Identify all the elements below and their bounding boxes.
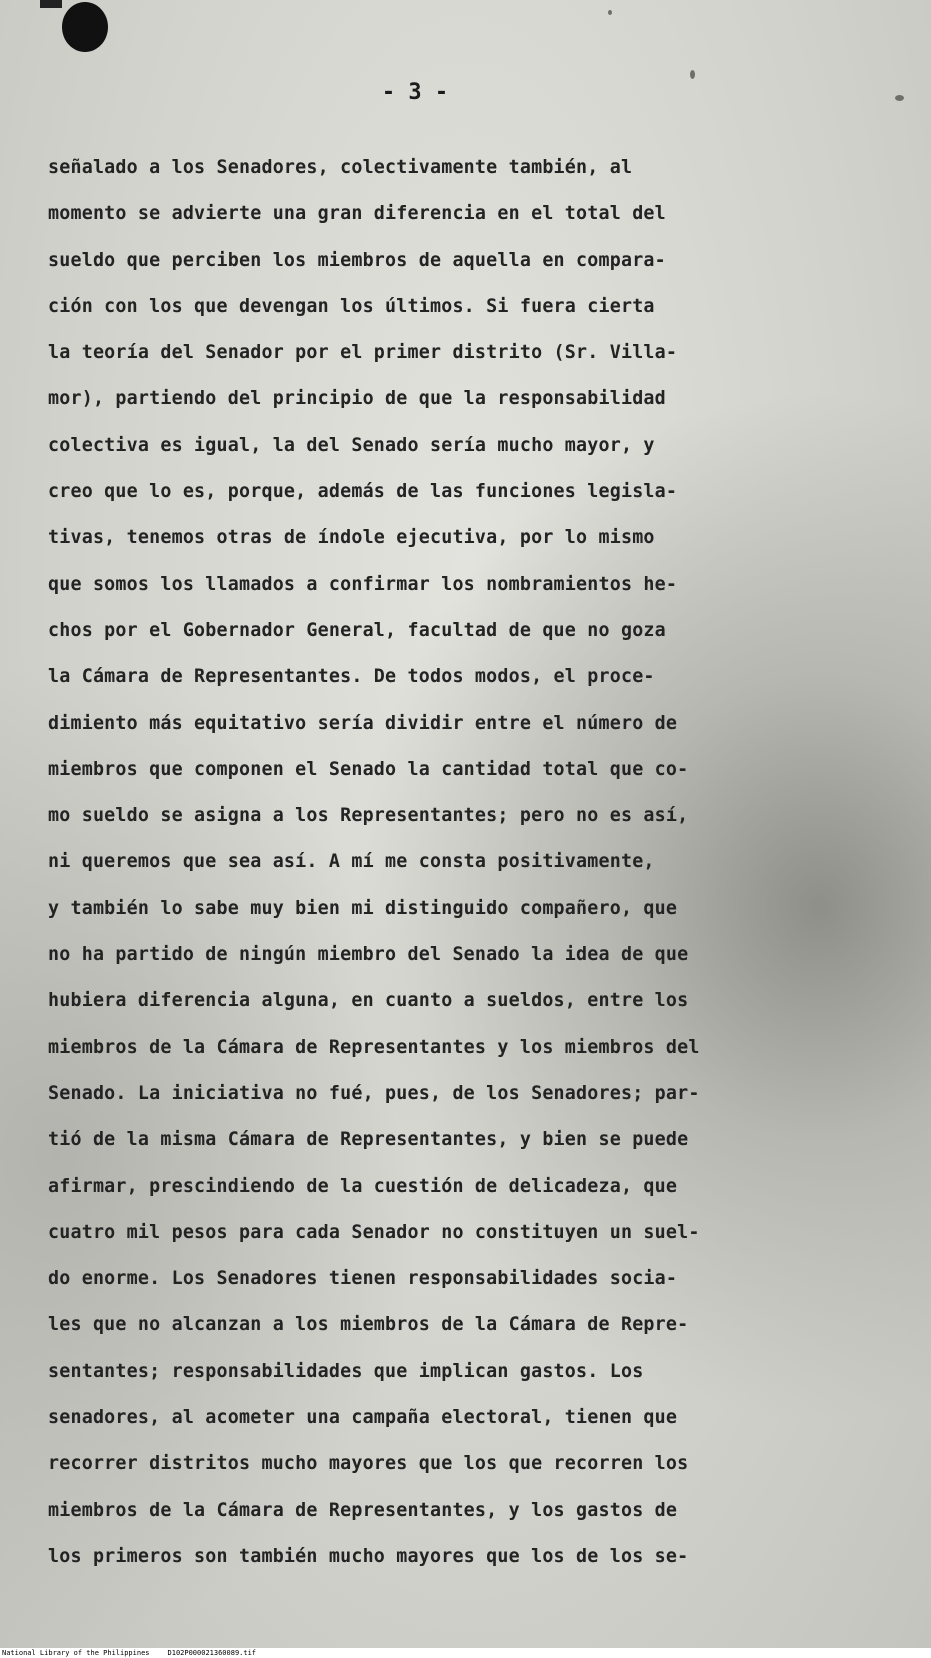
text-line: y también lo sabe muy bien mi distinguido compañero, que bbox=[48, 897, 678, 919]
scan-footer bbox=[0, 1648, 931, 1658]
text-line: cuatro mil pesos para cada Senador no constituyen un suel- bbox=[48, 1221, 700, 1243]
text-line: dimiento más equitativo sería dividir entre el número de bbox=[48, 712, 678, 734]
text-line: mor), partiendo del principio de que la responsabilidad bbox=[48, 388, 666, 410]
text-line: los primeros son también mucho mayores que los de los se- bbox=[48, 1545, 689, 1567]
dust-speck bbox=[690, 70, 695, 79]
text-line: miembros de la Cámara de Representantes y los miembros del bbox=[48, 1036, 700, 1058]
text-line: ni queremos que sea así. A mí me consta positivamente, bbox=[48, 851, 655, 873]
ink-blot bbox=[62, 2, 108, 52]
text-line: que somos los llamados a confirmar los nombramientos he- bbox=[48, 573, 678, 595]
page-number: - 3 - bbox=[381, 80, 449, 105]
text-line: do enorme. Los Senadores tienen responsabilidades socia- bbox=[48, 1268, 678, 1290]
text-line: chos por el Gobernador General, facultad de que no goza bbox=[48, 619, 666, 641]
text-line: hubiera diferencia alguna, en cuanto a sueldos, entre los bbox=[48, 990, 689, 1012]
text-line: momento se advierte una gran diferencia en el total del bbox=[48, 203, 666, 225]
text-line: ción con los que devengan los últimos. Si fuera cierta bbox=[48, 295, 655, 317]
dust-speck bbox=[895, 95, 904, 101]
library-credit: National Library of the Philippines bbox=[2, 1649, 150, 1657]
file-name: D102P000021360089.tif bbox=[167, 1649, 257, 1657]
text-line: señalado a los Senadores, colectivamente también, al bbox=[48, 157, 633, 178]
text-line: les que no alcanzan a los miembros de la Cámara de Repre- bbox=[48, 1314, 689, 1336]
body-text bbox=[48, 145, 888, 1580]
text-line: la teoría del Senador por el primer distrito (Sr. Villa- bbox=[48, 342, 678, 364]
text-line: Senado. La iniciativa no fué, pues, de los Senadores; par- bbox=[48, 1082, 700, 1104]
text-line: miembros que componen el Senado la cantidad total que co- bbox=[48, 758, 689, 780]
text-line: tivas, tenemos otras de índole ejecutiva, por lo mismo bbox=[48, 527, 655, 549]
text-line: mo sueldo se asigna a los Representantes; pero no es así, bbox=[48, 805, 689, 827]
text-line: senadores, al acometer una campaña electoral, tienen que bbox=[48, 1407, 678, 1429]
text-line: afirmar, prescindiendo de la cuestión de delicadeza, que bbox=[48, 1175, 678, 1197]
text-line: miembros de la Cámara de Representantes, y los gastos de bbox=[48, 1499, 678, 1521]
text-line: sueldo que perciben los miembros de aquella en compara- bbox=[48, 249, 666, 271]
text-line: no ha partido de ningún miembro del Senado la idea de que bbox=[48, 944, 689, 966]
text-line: recorrer distritos mucho mayores que los que recorren los bbox=[48, 1453, 689, 1475]
text-line: colectiva es igual, la del Senado sería mucho mayor, y bbox=[48, 434, 655, 456]
text-line: sentantes; responsabilidades que implican gastos. Los bbox=[48, 1360, 644, 1382]
ink-mark bbox=[40, 0, 62, 8]
dust-speck bbox=[608, 10, 612, 15]
text-line: la Cámara de Representantes. De todos modos, el proce- bbox=[48, 666, 655, 688]
text-line: tió de la misma Cámara de Representantes, y bien se puede bbox=[48, 1129, 689, 1151]
text-line: creo que lo es, porque, además de las funciones legisla- bbox=[48, 481, 678, 503]
